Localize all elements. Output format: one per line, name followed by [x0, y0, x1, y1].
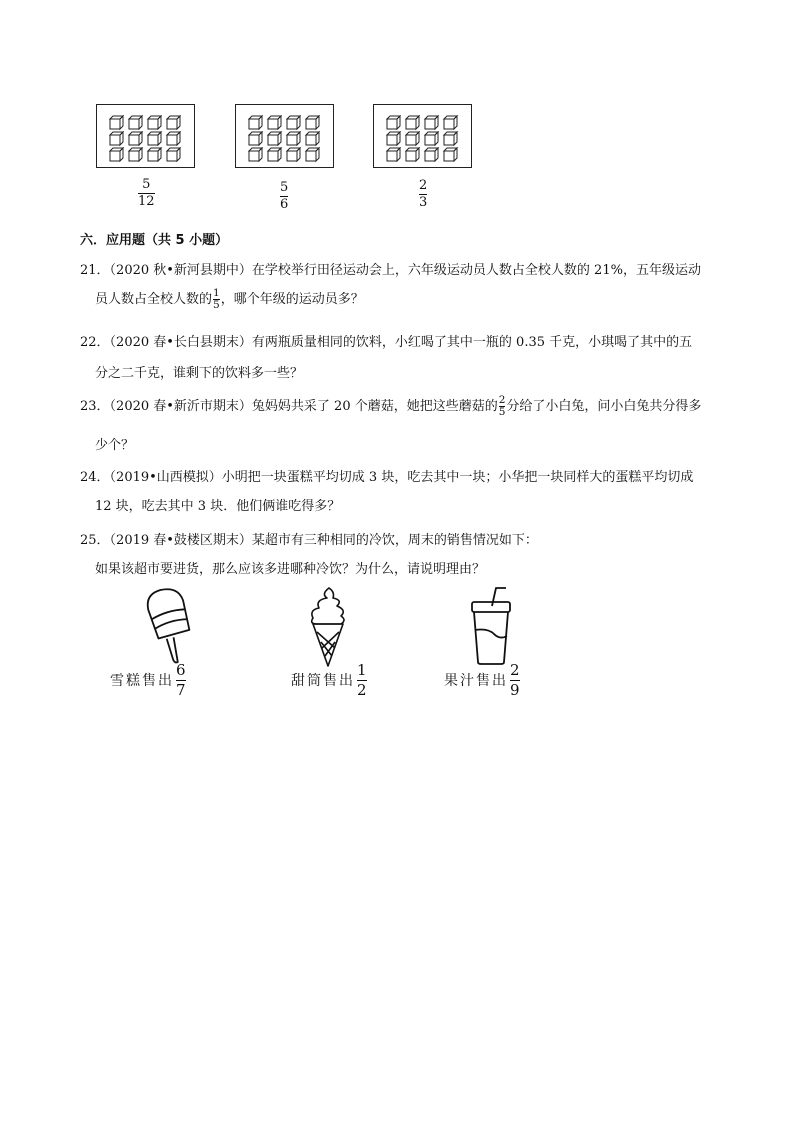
- q21-line2-pre: 员人数占全校人数的: [95, 292, 213, 308]
- cube-icon: [444, 116, 457, 129]
- numerator: 2: [419, 178, 428, 193]
- cube-icon: [129, 116, 142, 129]
- cube-icon: [287, 116, 300, 129]
- cube-icon: [268, 116, 281, 129]
- popsicle-icon: [140, 586, 200, 666]
- q24-line2: 12 块，吃去其中 3 块．他们俩谁吃得多？: [95, 499, 341, 514]
- cube-icon: [287, 132, 300, 145]
- cube-icon: [387, 132, 400, 145]
- denominator: 5: [498, 406, 506, 419]
- caption-label: 果汁售出: [444, 673, 508, 689]
- numerator: 2: [498, 394, 506, 406]
- caption-fraction: [176, 662, 186, 698]
- cube-icon: [148, 116, 161, 129]
- fraction-label-3: [419, 179, 427, 211]
- cube-icon: [110, 132, 123, 145]
- cube-icon: [148, 132, 161, 145]
- q25-line2: 如果该超市要进货，那么应该多进哪种冷饮？为什么，请说明理由？: [95, 562, 486, 577]
- q21-line2: [95, 288, 364, 311]
- cube-icon: [306, 132, 319, 145]
- cube-icon: [287, 148, 300, 161]
- cube-icon: [406, 116, 419, 129]
- popsicle-caption: [110, 662, 186, 698]
- cube-icon: [444, 148, 457, 161]
- cube-icon: [268, 148, 281, 161]
- section-title: 六．应用题（共 5 小题）: [80, 233, 229, 248]
- caption-fraction: [510, 662, 520, 698]
- cube-icon: [406, 148, 419, 161]
- q21-line2-post: ，哪个年级的运动员多？: [220, 292, 364, 308]
- cube-grid: [386, 112, 462, 162]
- caption-fraction: [357, 662, 367, 698]
- cube-grid: [248, 112, 324, 162]
- denominator: 7: [176, 680, 186, 699]
- cube-icon: [110, 148, 123, 161]
- numerator: 1: [213, 287, 220, 299]
- cube-icon: [425, 116, 438, 129]
- q23-line1-post: 分给了小白兔，问小白兔共分得多: [506, 399, 702, 415]
- denominator: 2: [357, 680, 367, 699]
- juice-caption: [444, 662, 520, 698]
- q22-line2: 分之二千克，谁剩下的饮料多一些？: [95, 366, 304, 381]
- numerator: 1: [357, 661, 367, 679]
- cube-icon: [387, 148, 400, 161]
- ice-cream-caption: [291, 662, 367, 698]
- q22-line1: 22．（2020 春•长白县期末）有两瓶质量相同的饮料，小红喝了其中一瓶的 0.35 千克，小琪喝了其中的五: [80, 335, 693, 350]
- cube-icon: [444, 132, 457, 145]
- cube-icon: [306, 148, 319, 161]
- q23-line1: [80, 395, 701, 418]
- denominator: 6: [280, 197, 289, 213]
- q24-line1: 24．（2019•山西模拟）小明把一块蛋糕平均切成 3 块，吃去其中一块；小华把一块同样大的蛋糕平均切成: [80, 470, 694, 485]
- cube-icon: [129, 148, 142, 161]
- q23-fraction: [499, 395, 506, 418]
- numerator: 2: [510, 661, 520, 679]
- fraction-label-2: [280, 181, 288, 213]
- cube-icon: [306, 116, 319, 129]
- cube-icon: [148, 148, 161, 161]
- q25-line1: 25．（2019 春•鼓楼区期末）某超市有三种相同的冷饮，周末的销售情况如下：: [80, 533, 538, 548]
- cube-icon: [387, 116, 400, 129]
- cube-grid: [109, 112, 185, 162]
- q23-line1-pre: 23．（2020 春•新沂市期末）兔妈妈共采了 20 个蘑菇，她把这些蘑菇的: [80, 399, 498, 415]
- cube-icon: [268, 132, 281, 145]
- numerator: 5: [142, 177, 151, 192]
- cube-box-2: [235, 104, 334, 168]
- caption-label: 雪糕售出: [110, 673, 174, 689]
- cube-icon: [425, 148, 438, 161]
- cube-icon: [249, 132, 262, 145]
- cube-icon: [425, 132, 438, 145]
- cube-icon: [249, 116, 262, 129]
- denominator: 3: [419, 195, 428, 211]
- numerator: 6: [176, 661, 186, 679]
- cube-icon: [249, 148, 262, 161]
- cube-icon: [129, 132, 142, 145]
- fraction-label-1: [138, 178, 155, 210]
- cube-box-1: [96, 104, 195, 168]
- juice-cup-icon: [466, 584, 516, 668]
- denominator: 9: [510, 680, 520, 699]
- cube-icon: [167, 132, 180, 145]
- cube-icon: [167, 148, 180, 161]
- ice-cream-cone-icon: [303, 584, 353, 670]
- q23-line2: 少个？: [95, 438, 135, 453]
- cube-box-3: [373, 104, 472, 168]
- denominator: 12: [138, 194, 155, 210]
- cube-icon: [167, 116, 180, 129]
- denominator: 5: [213, 299, 220, 312]
- q21-line1: 21．（2020 秋•新河县期中）在学校举行田径运动会上，六年级运动员人数占全校人数的 21%，五年级运动: [80, 263, 701, 278]
- q21-fraction: [213, 288, 220, 311]
- caption-label: 甜筒售出: [291, 673, 355, 689]
- numerator: 5: [280, 180, 289, 195]
- cube-icon: [406, 132, 419, 145]
- cube-icon: [110, 116, 123, 129]
